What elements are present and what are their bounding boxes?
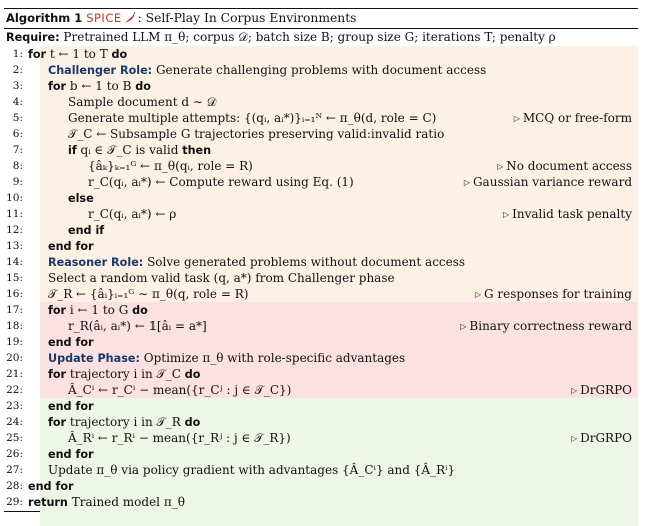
line-code [48,398,94,415]
line-text: Solve generated problems without document access [143,255,466,269]
line-number: 7: [12,144,23,156]
line-text: b ← 1 to B [66,79,136,93]
line-number: 8: [12,160,23,172]
line-text: Update π_θ via policy gradient with advantages {Â_Cⁱ} and {Â_Rⁱ} [48,463,456,477]
algorithm-subtitle: : Self-Play In Corpus Environments [137,11,357,25]
line-code [68,126,444,142]
role-keyword: Challenger Role: [48,64,153,77]
line-code [48,302,148,319]
comment-text: DrGRPO [580,383,632,397]
line-text: Â_Cⁱ ← r_Cⁱ − mean({r_Cʲ : j ∈ 𝒯_C}) [68,383,292,397]
keyword: do [132,304,148,317]
line-code [48,62,486,79]
algorithm-line [4,398,638,414]
line-number: 16: [6,288,23,300]
line-text: t ← 1 to T [46,47,112,61]
keyword: return [28,496,68,509]
line-text: r_C(qᵢ, aᵢ*) ← ρ [88,207,177,221]
comment-triangle-icon: ▷ [460,322,467,331]
line-number: 14: [6,256,23,268]
require-line [4,29,638,46]
line-number: 26: [6,448,23,460]
line-number: 19: [6,336,23,348]
comment-text: DrGRPO [580,431,632,445]
keyword: for [48,80,67,93]
line-number: 20: [6,352,23,364]
line-comment [571,430,632,447]
line-code [88,158,253,174]
algorithm-name: SPICE [86,11,122,25]
line-text: {âₖ}ₖ₌₁ᴳ ← π_θ(qᵢ, role = R) [88,159,253,173]
line-number: 25: [6,432,23,444]
comment-text: Gaussian variance reward [472,175,632,189]
algorithm-line [4,174,638,190]
line-text: Sample document d ∼ 𝒟 [68,95,217,109]
line-code [68,110,436,126]
keyword: end for [28,480,74,493]
line-number: 1: [12,48,23,60]
algorithm-line [4,446,638,462]
algorithm-line [4,414,638,430]
line-comment [464,174,632,191]
keyword: for [48,368,67,381]
line-code [68,318,207,334]
keyword: end if [68,224,105,237]
algorithm-line [4,494,638,510]
line-number: 29: [6,496,23,508]
algorithm-line [4,478,638,494]
line-comment [475,286,632,303]
keyword: for [48,416,67,429]
comment-text: G responses for training [483,287,632,301]
algorithm-line [4,318,638,334]
algorithm-line [4,238,638,254]
line-number: 3: [12,80,23,92]
algorithm-line [4,430,638,446]
line-number: 5: [12,112,23,124]
line-code [48,414,200,431]
line-code [28,494,185,511]
line-code [68,94,216,110]
line-code [68,430,291,446]
line-text: Select a random valid task (q, a*) from Challenger phase [48,271,395,285]
comment-triangle-icon: ▷ [474,290,481,299]
line-code [28,478,74,495]
algorithm-line [4,462,638,478]
line-text: Trained model π_θ [67,495,185,509]
algorithm-line [4,350,638,366]
algorithm-line [4,62,638,78]
line-code [68,190,94,207]
line-number: 23: [6,400,23,412]
line-code [48,446,94,463]
line-text: Generate challenging problems with document access [152,63,487,77]
line-code [68,142,211,159]
keyword: end for [48,448,94,461]
comment-triangle-icon: ▷ [570,386,578,395]
line-text: trajectory i in 𝒯_C [66,367,185,381]
algorithm-line [4,382,638,398]
line-number: 6: [12,128,23,140]
keyword: do [111,48,128,61]
role-keyword: Reasoner Role: [48,256,144,269]
algorithm-lines [4,46,638,510]
line-code [48,366,200,383]
require-text: Pretrained LLM π_θ; corpus 𝒟; batch size B; group size G; iterations T; penalty ρ [63,30,556,44]
algorithm-line [4,286,638,302]
line-code [28,46,127,63]
comment-text: MCQ or free-form [522,111,632,125]
algorithm-line [4,94,638,110]
keyword: do [135,80,151,93]
algorithm-label: Algorithm 1 [6,11,83,25]
line-number: 18: [6,320,23,332]
line-number: 17: [6,304,23,316]
algorithm-line [4,126,638,142]
line-number: 9: [12,176,23,188]
keyword: do [184,416,201,429]
line-code [48,286,248,302]
keyword: else [68,192,94,205]
line-number: 4: [12,96,23,108]
keyword: end for [48,336,94,349]
algorithm-line [4,158,638,174]
line-code [48,78,151,95]
comment-triangle-icon: ▷ [570,434,578,443]
keyword: then [182,144,212,157]
algorithm-line [4,206,638,222]
comment-text: Binary correctness reward [469,319,632,333]
line-text: r_C(qᵢ, aᵢ*) ← Compute reward using Eq. (1) [88,175,354,189]
comment-triangle-icon: ▷ [502,210,510,219]
line-number: 21: [6,368,23,380]
algorithm-line [4,46,638,62]
line-comment [514,110,632,127]
line-comment [460,318,632,335]
line-code [48,254,465,271]
line-code [68,382,291,398]
algorithm-line [4,78,638,94]
keyword: for [48,304,67,317]
comment-triangle-icon: ▷ [463,178,470,187]
keyword: for [28,48,47,61]
algorithm-line [4,270,638,286]
comment-text: No document access [506,159,632,173]
line-number: 28: [6,480,23,492]
line-text: i ← 1 to G [66,303,133,317]
line-text: Â_Rⁱ ← r_Rⁱ − mean({r_Rʲ : j ∈ 𝒯_R}) [68,431,291,445]
algorithm-line [4,302,638,318]
line-code [48,462,455,478]
keyword: end for [48,240,94,253]
line-code [88,206,176,222]
line-code [48,270,395,286]
line-text: Optimize π_θ with role-specific advantages [139,351,406,365]
line-number: 22: [6,384,23,396]
line-number: 2: [12,64,23,76]
algorithm-line [4,190,638,206]
line-text: qᵢ ∈ 𝒯_C is valid [76,143,183,157]
keyword: if [68,144,77,157]
line-number: 27: [6,464,23,476]
line-text: 𝒯_R ← {âᵢ}ᵢ₌₁ᴳ ∼ π_θ(q, role = R) [48,287,249,301]
line-number: 11: [6,208,23,220]
line-number: 13: [6,240,23,252]
comment-triangle-icon: ▷ [513,114,520,123]
line-comment [571,382,632,399]
line-number: 15: [6,272,23,284]
line-text: trajectory i in 𝒯_R [66,415,185,429]
line-number: 10: [6,192,23,204]
algorithm-line [4,110,638,126]
line-number: 24: [6,416,23,428]
algorithm-title [4,9,638,28]
line-code [48,350,405,367]
algorithm-line [4,254,638,270]
line-text: 𝒯_C ← Subsample G trajectories preserving valid:invalid ratio [68,127,445,141]
chili-pepper-icon [124,11,136,30]
require-keyword: Require: [6,31,60,44]
algorithm-line [4,366,638,382]
line-text: Generate multiple attempts: {(qᵢ, aᵢ*)}ᵢ₌₁ᴺ ← π_θ(d, role = C) [68,111,437,125]
role-keyword: Update Phase: [48,352,140,365]
algorithm-line [4,142,638,158]
line-text: r_R(âᵢ, aᵢ*) ← 𝟙[âᵢ = a*] [68,319,207,333]
algorithm-line [4,334,638,350]
algorithm-box [4,8,638,512]
line-code [48,334,94,351]
comment-text: Invalid task penalty [512,207,632,221]
comment-triangle-icon: ▷ [497,162,504,171]
algorithm-line [4,222,638,238]
keyword: do [184,368,201,381]
line-code [88,174,354,190]
line-number: 12: [6,224,23,236]
keyword: end for [48,400,94,413]
line-comment [497,158,632,175]
line-code [48,238,94,255]
line-comment [503,206,632,223]
line-code [68,222,104,239]
